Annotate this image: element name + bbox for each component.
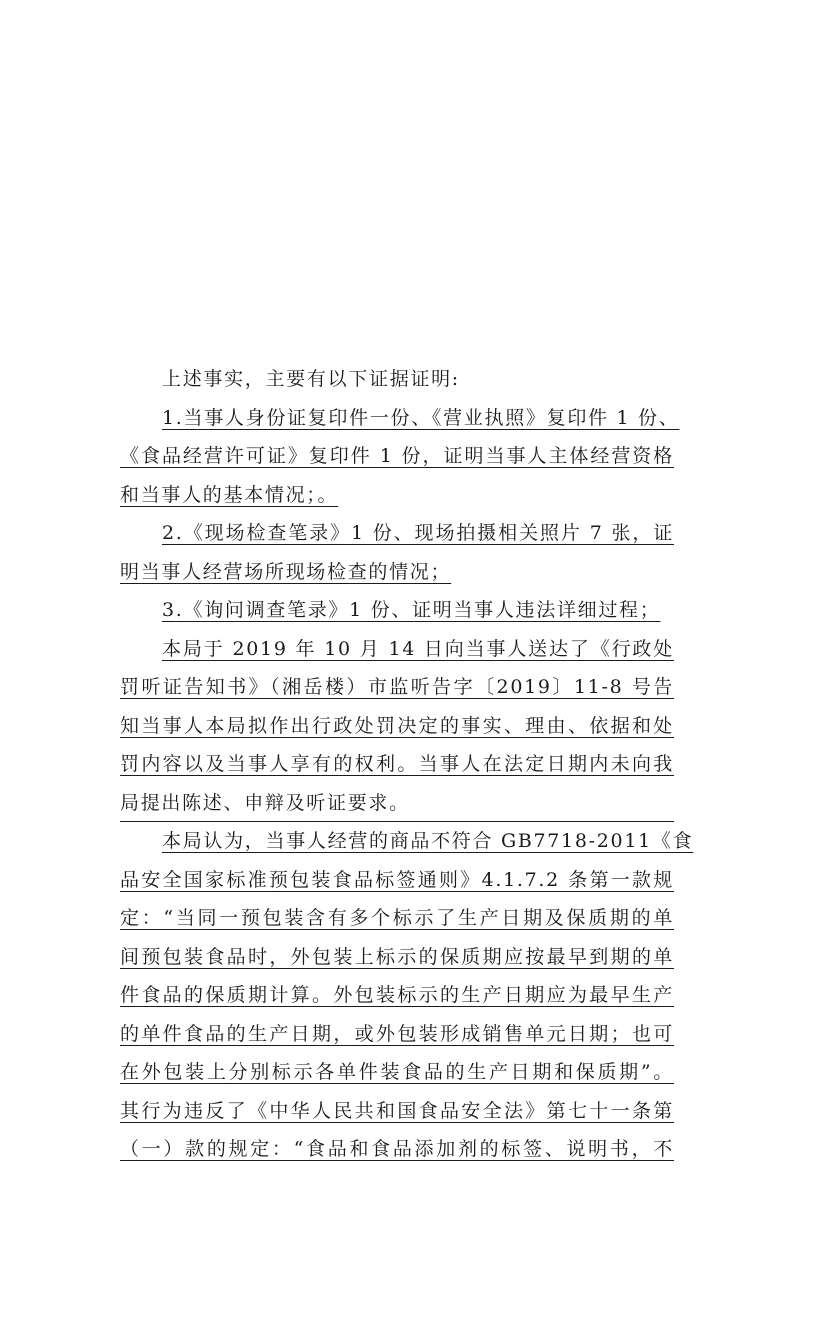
text-line [120,437,674,476]
paragraph-evidence-2 [120,514,674,591]
text-line-content: 罚听证告知书》（湘岳楼）市监听告字〔2019〕11-8 号告 [120,676,674,698]
text-line-content: 其行为违反了《中华人民共和国食品安全法》第七十一条第 [120,1099,674,1122]
text-line-content: 的单件食品的生产日期，或外包装形成销售单元日期；也可 [120,1022,674,1045]
text-line-content: 《食品经营许可证》复印件 1 份，证明当事人主体经营资格 [120,445,674,467]
text-line [120,1015,674,1054]
text-line [120,591,674,630]
text-line-content: 在外包装上分别标示各单件装食品的生产日期和保质期”。 [120,1061,674,1083]
text-line [120,514,674,553]
text-line [120,899,674,938]
paragraph-bureau-opinion [120,822,694,1169]
text-line [120,861,674,900]
text-line [120,976,674,1015]
text-line-content: 件食品的保质期计算。外包装标示的生产日期应为最早生产 [120,984,674,1006]
text-line-content: （一）款的规定：“食品和食品添加剂的标签、说明书，不 [120,1138,674,1160]
text-line [120,553,674,592]
text-line-content: 3.《询问调查笔录》1 份、证明当事人违法详细过程； [162,599,661,621]
text-line-content: 定：“当同一预包装含有多个标示了生产日期及保质期的单 [120,907,674,929]
text-line-content: 2.《现场检查笔录》1 份、现场拍摄相关照片 7 张，证 [162,522,674,544]
text-line [120,630,674,669]
text-line-content: 品安全国家标准预包装食品标签通则》4.1.7.2 条第一款规 [120,868,674,891]
text-line-content: 本局认为，当事人经营的商品不符合 GB7718-2011《食 [162,830,694,852]
text-line-content: 1.当事人身份证复印件一份、《营业执照》复印件 1 份、 [162,406,680,429]
text-line-content: 局提出陈述、申辩及听证要求。 [120,791,410,814]
document-body [120,360,694,1169]
text-line [120,745,674,784]
text-line [120,360,674,399]
text-line-content: 知当事人本局拟作出行政处罚决定的事实、理由、依据和处 [120,714,674,737]
text-line [120,399,680,438]
text-line [120,1053,674,1092]
paragraph-evidence-1 [120,399,680,515]
text-line [120,1092,674,1131]
text-line-content: 间预包装食品时，外包装上标示的保质期应按最早到期的单 [120,945,674,968]
text-line [120,476,674,515]
text-line [120,668,674,707]
paragraph-evidence-3 [120,591,674,630]
text-line [120,938,674,977]
paragraph-evidence-intro [120,360,674,399]
text-line [120,1130,674,1169]
paragraph-hearing-notice [120,630,674,823]
text-line-content: 罚内容以及当事人享有的权利。当事人在法定日期内未向我 [120,753,674,775]
text-line [120,707,674,746]
text-line [120,784,674,823]
text-line-content: 和当事人的基本情况；。 [120,483,339,506]
text-line-content: 上述事实，主要有以下证据证明: [162,368,460,390]
text-line [120,822,694,861]
text-line-content: 明当事人经营场所现场检查的情况； [120,560,452,583]
text-line-content: 本局于 2019 年 10 月 14 日向当事人送达了《行政处 [162,637,674,660]
